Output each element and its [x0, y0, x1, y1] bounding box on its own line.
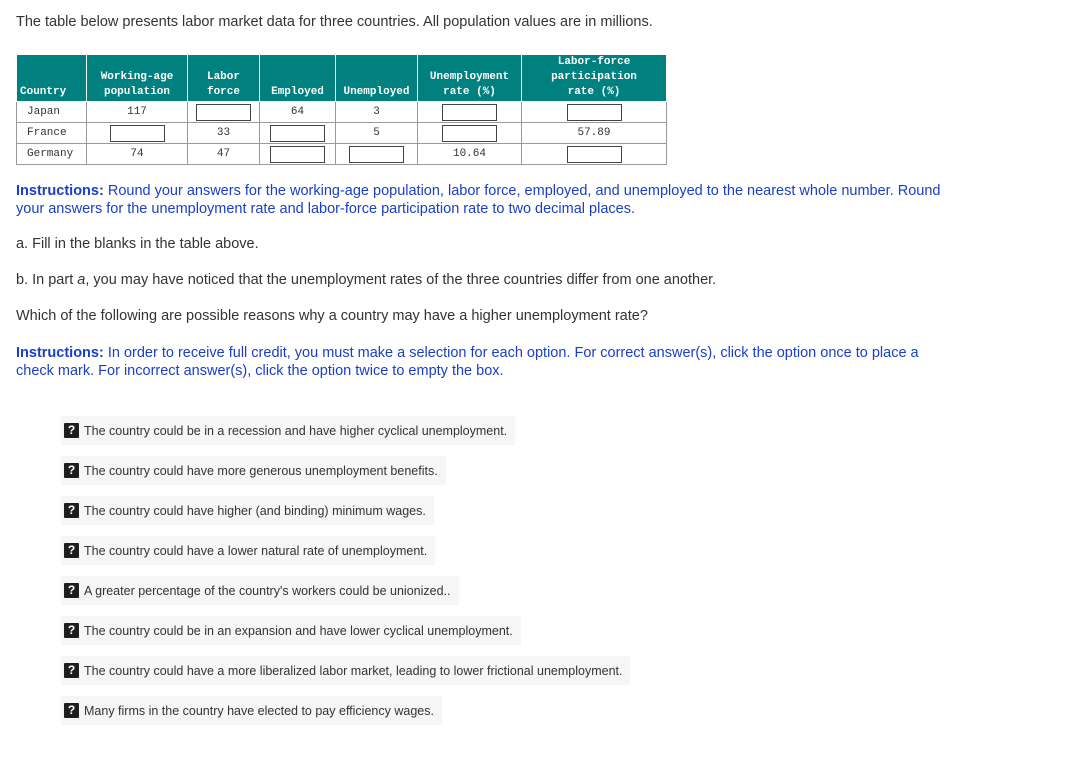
working-age-cell: 74	[87, 144, 188, 165]
labor-force-cell: 47	[188, 144, 260, 165]
header-country: Country	[17, 55, 87, 102]
option-efficiency-wages[interactable]: ? Many firms in the country have elected to pay efficiency wages.	[61, 696, 442, 725]
option-expansion[interactable]: ? The country could be in an expansion and have lower cyclical unemployment.	[61, 616, 521, 645]
employed-cell: 64	[260, 102, 336, 123]
labor-market-table	[16, 54, 667, 165]
unemployment-rate-cell: 10.64	[418, 144, 522, 165]
question-mark-icon: ?	[64, 663, 79, 678]
header-labor-force: Labor force	[188, 55, 260, 102]
question-mark-icon: ?	[64, 463, 79, 478]
unemployed-cell: 3	[336, 102, 418, 123]
country-cell: Japan	[17, 102, 87, 123]
intro-text: The table below presents labor market data for three countries. All population values are in millions.	[16, 14, 653, 30]
country-cell: France	[17, 123, 87, 144]
question-mark-icon: ?	[64, 543, 79, 558]
unemployed-cell: 5	[336, 123, 418, 144]
option-minimum-wages[interactable]: ? The country could have higher (and binding) minimum wages.	[61, 496, 434, 525]
question-text: Which of the following are possible reasons why a country may have a higher unemployment rate?	[16, 308, 648, 324]
header-unemployment-rate: Unemployment rate (%)	[418, 55, 522, 102]
option-recession[interactable]: ? The country could be in a recession and have higher cyclical unemployment.	[61, 416, 515, 445]
japan-unemployment-rate-input[interactable]	[442, 104, 497, 121]
working-age-cell: 117	[87, 102, 188, 123]
option-liberalized-market[interactable]: ? The country could have a more liberalized labor market, leading to lower frictional unemployment.	[61, 656, 630, 685]
germany-employed-input[interactable]	[270, 146, 325, 163]
question-mark-icon: ?	[64, 503, 79, 518]
germany-unemployed-input[interactable]	[349, 146, 404, 163]
lfpr-cell: 57.89	[522, 123, 667, 144]
question-mark-icon: ?	[64, 423, 79, 438]
question-mark-icon: ?	[64, 583, 79, 598]
instructions-selection: Instructions: In order to receive full credit, you must make a selection for each option. For correct answer(s), click the option once to place a check mark. For incorrect answer(s), click the option twice to empty the box.	[16, 345, 919, 379]
option-unemployment-benefits[interactable]: ? The country could have more generous unemployment benefits.	[61, 456, 446, 485]
france-employed-input[interactable]	[270, 125, 325, 142]
germany-lfpr-input[interactable]	[567, 146, 622, 163]
japan-lfpr-input[interactable]	[567, 104, 622, 121]
part-b-text: b. In part a, you may have noticed that the unemployment rates of the three countries differ from one another.	[16, 272, 717, 288]
header-unemployed: Unemployed	[336, 55, 418, 102]
header-employed: Employed	[260, 55, 336, 102]
header-working-age: Working-age population	[87, 55, 188, 102]
question-mark-icon: ?	[64, 623, 79, 638]
country-cell: Germany	[17, 144, 87, 165]
table-row-france	[17, 123, 667, 144]
option-unionized[interactable]: ? A greater percentage of the country's workers could be unionized..	[61, 576, 459, 605]
japan-labor-force-input[interactable]	[196, 104, 251, 121]
instructions-rounding: Instructions: Round your answers for the working-age population, labor force, employed, and unemployed to the nearest whole number. Round your answers for the unemployment rate and labor-force participation rate to two decimal places.	[16, 183, 941, 217]
question-mark-icon: ?	[64, 703, 79, 718]
france-unemployment-rate-input[interactable]	[442, 125, 497, 142]
labor-force-cell: 33	[188, 123, 260, 144]
france-working-age-input[interactable]	[110, 125, 165, 142]
option-lower-natural-rate[interactable]: ? The country could have a lower natural rate of unemployment.	[61, 536, 435, 565]
part-a-text: a. Fill in the blanks in the table above.	[16, 236, 259, 252]
table-row-japan	[17, 102, 667, 123]
header-lfpr: Labor-force participation rate (%)	[522, 55, 667, 102]
table-row-germany	[17, 144, 667, 165]
